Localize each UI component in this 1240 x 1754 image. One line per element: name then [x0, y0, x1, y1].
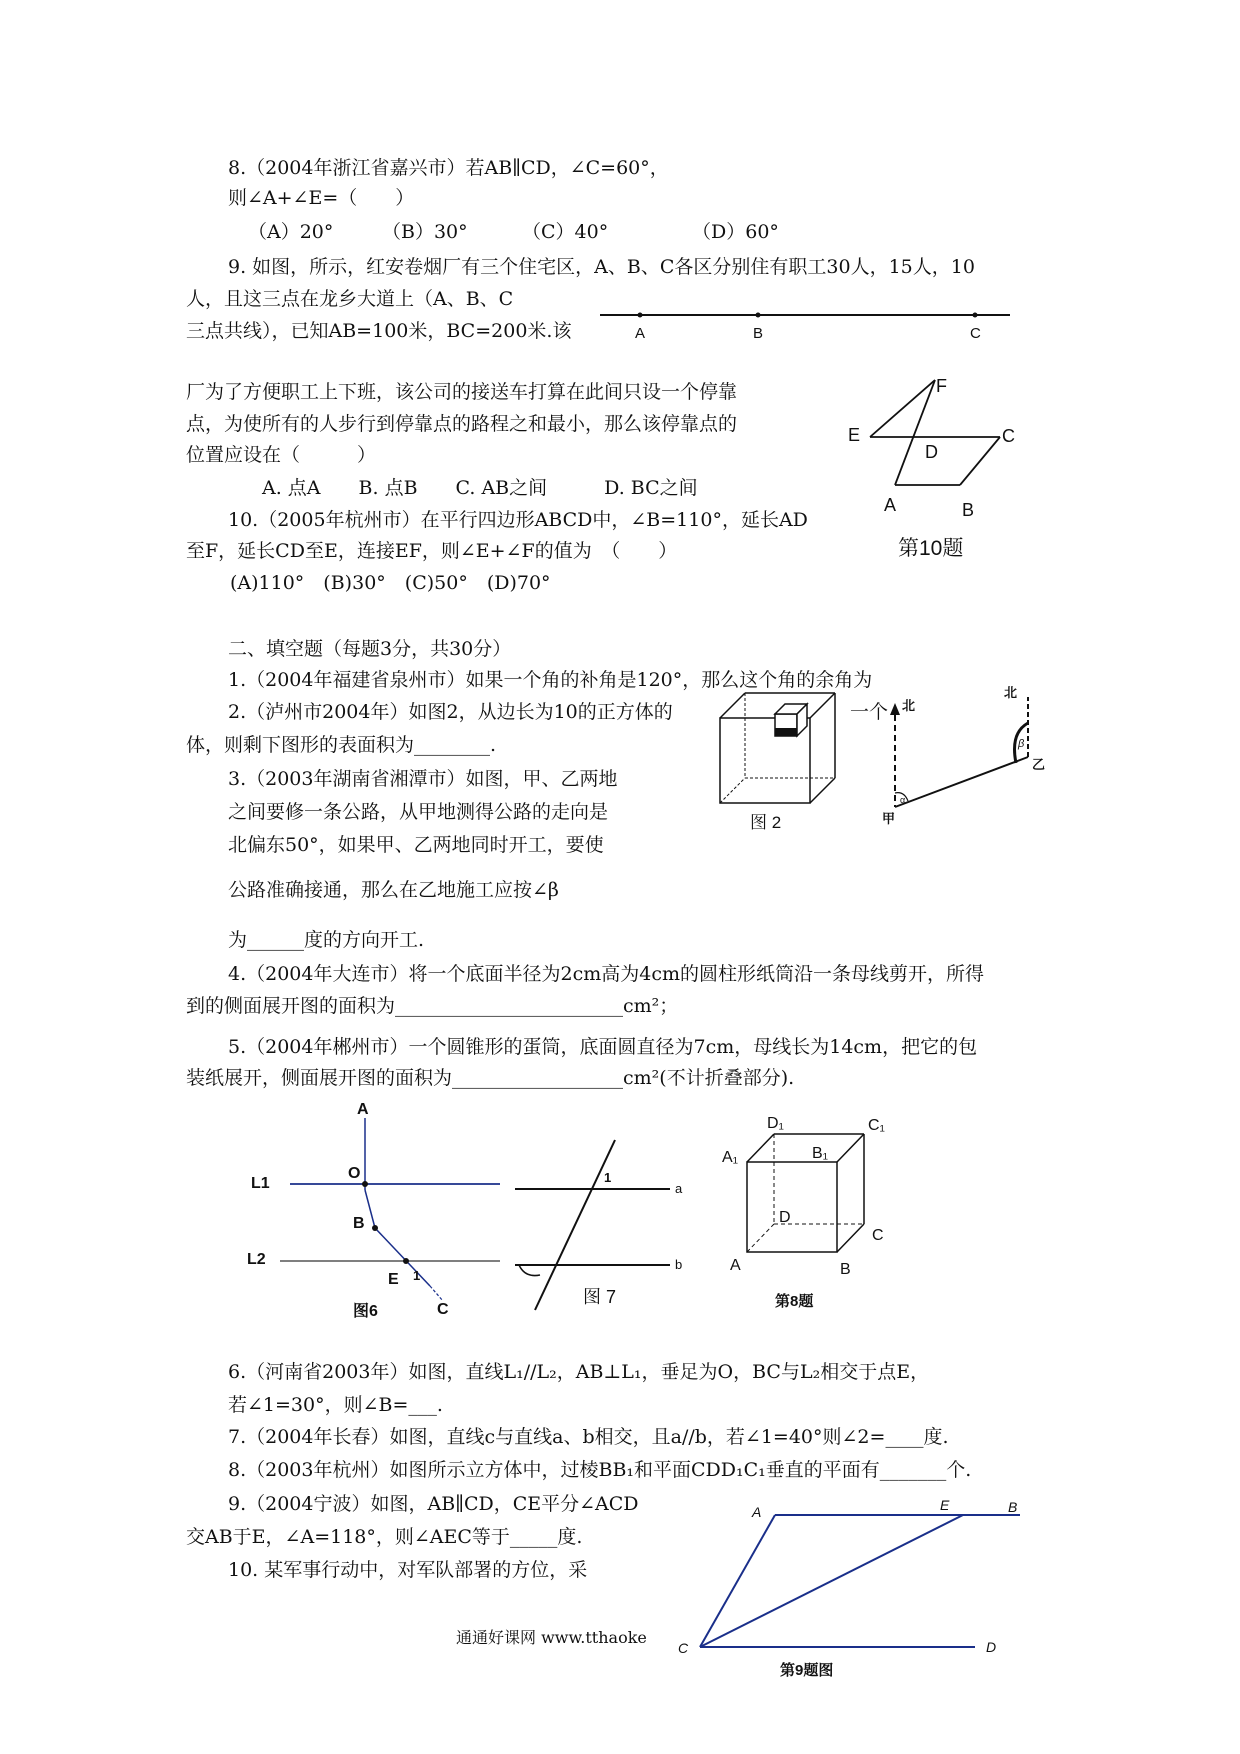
- q8-option-c: （C）40°: [522, 221, 609, 243]
- fig6-label-l2: L2: [247, 1251, 266, 1268]
- q10-options: (A)110° (B)30° (C)50° (D)70°: [230, 572, 551, 594]
- q9-line-figure: [595, 300, 1015, 350]
- q8-line2: 则∠A+∠E=（ ）: [228, 187, 415, 209]
- footer: 通通好课网 www.tthaoke: [456, 1628, 647, 1647]
- fig9-label-c: C: [678, 1640, 689, 1656]
- fig8-label-c1: C₁: [868, 1117, 885, 1134]
- fig8-label-d1: D₁: [767, 1115, 784, 1132]
- fig2-caption: 图 2: [750, 813, 782, 832]
- fig8-label-c: C: [872, 1227, 884, 1244]
- compass-label-alpha: α: [900, 795, 906, 805]
- q8-option-a: （A）20°: [248, 221, 334, 243]
- fig8-label-b1: B₁: [812, 1145, 829, 1162]
- fig6-label-1: 1: [413, 1268, 421, 1283]
- fill-q5-line1: 5.（2004年郴州市）一个圆锥形的蛋筒，底面圆直径为7cm，母线长为14cm，把它的包: [228, 1036, 978, 1058]
- fill-q3-line1: 3.（2003年湖南省湘潭市）如图，甲、乙两地: [228, 768, 618, 790]
- fig6-label-b: B: [353, 1215, 365, 1232]
- q10-label-b: B: [962, 500, 975, 520]
- fill-q3-line5: 为______度的方向开工.: [228, 929, 425, 951]
- fig6-label-o: O: [348, 1165, 361, 1182]
- fig6-caption: 图6: [353, 1303, 378, 1320]
- q10-caption: 第10题: [898, 537, 964, 560]
- fig8-label-a: A: [730, 1257, 741, 1274]
- fill-q10: 10. 某军事行动中，对军队部署的方位，采: [228, 1559, 588, 1581]
- q9-line6: 位置应设在（ ）: [186, 444, 377, 466]
- fill-q3-line4: 公路准确接通，那么在乙地施工应按∠β: [228, 879, 559, 901]
- fill-q1: 1.（2004年福建省泉州市）如果一个角的补角是120°，那么这个角的余角为: [228, 669, 873, 691]
- q9-line5: 点，为使所有的人步行到停靠点的路程之和最小，那么该停靠点的: [186, 413, 738, 435]
- compass-label-north-1: 北: [902, 698, 916, 713]
- fig6: [245, 1098, 510, 1323]
- fill-q5-line2: 装纸展开，侧面展开图的面积为__________________cm²(不计折叠部分).: [186, 1067, 795, 1089]
- fig8-caption: 第8题: [775, 1293, 814, 1310]
- q8-option-b: （B）30°: [382, 221, 468, 243]
- q9-line2: 人，且这三点在龙乡大道上（A、B、C: [186, 288, 514, 310]
- fig2-cube: [715, 688, 845, 833]
- fill-q2-line1-tail: 一个: [850, 701, 889, 723]
- fill-q6-line1: 6.（河南省2003年）如图，直线L₁//L₂，AB⊥L₁，垂足为O，BC与L₂相交于点E，: [228, 1361, 930, 1383]
- fill-q9-line1: 9.（2004宁波）如图，AB∥CD，CE平分∠ACD: [228, 1493, 639, 1515]
- fig8-label-b: B: [840, 1261, 851, 1278]
- fig7-label-a: a: [675, 1181, 683, 1196]
- fig7-caption: 图 7: [583, 1287, 617, 1307]
- fig6-label-a: A: [357, 1101, 369, 1118]
- fig9-label-b: B: [1008, 1499, 1018, 1515]
- fill-q4-line1: 4.（2004年大连市）将一个底面半径为2cm高为4cm的圆柱形纸筒沿一条母线剪开，所得: [228, 963, 984, 985]
- fig7: [515, 1130, 695, 1320]
- compass-label-north-2: 北: [1004, 685, 1018, 700]
- q9-label-b: B: [753, 325, 764, 342]
- fill-q6-line2: 若∠1=30°，则∠B=___.: [228, 1394, 443, 1416]
- compass-label-yi: 乙: [1032, 757, 1046, 772]
- fill-q2-line1: 2.（泸州市2004年）如图2，从边长为10的正方体的: [228, 701, 673, 723]
- q9-options: A. 点A B. 点B C. AB之间 D. BC之间: [262, 477, 698, 499]
- fill-q2-line2: 体，则剩下图形的表面积为________.: [186, 734, 497, 756]
- fig9-caption: 第9题图: [780, 1662, 834, 1679]
- q10-line2: 至F，延长CD至E，连接EF，则∠E+∠F的值为 （ ）: [186, 540, 678, 562]
- fig7-label-1: 1: [604, 1170, 612, 1185]
- compass-label-beta: β: [1018, 738, 1025, 750]
- fig6-label-l1: L1: [251, 1175, 270, 1192]
- fill-q7: 7.（2004年长春）如图，直线c与直线a、b相交，且a//b，若∠1=40°则∠2=____度.: [228, 1426, 949, 1448]
- fill-q8: 8.（2003年杭州）如图所示立方体中，过棱BB₁和平面CDD₁C₁垂直的平面有_______个.: [228, 1459, 972, 1481]
- compass-label-jia: 甲: [882, 811, 896, 826]
- fig7-label-b: b: [675, 1257, 683, 1272]
- q9-label-c: C: [970, 325, 981, 342]
- fig9-label-a: A: [752, 1504, 762, 1520]
- q10-label-c: C: [1002, 426, 1015, 446]
- fill-q3-line3: 北偏东50°，如果甲、乙两地同时开工，要使: [228, 834, 604, 856]
- q10-label-f: F: [936, 376, 947, 396]
- fig9-label-e: E: [940, 1497, 950, 1513]
- q10-line1: 10.（2005年杭州市）在平行四边形ABCD中，∠B=110°，延长AD: [228, 509, 808, 531]
- fig9: [670, 1495, 1030, 1685]
- q9-line3: 三点共线），已知AB=100米，BC=200米.该: [186, 320, 572, 342]
- q9-label-a: A: [635, 325, 646, 342]
- fill-q9-line2: 交AB于E，∠A=118°，则∠AEC等于_____度.: [186, 1526, 583, 1548]
- fig8-cube: [712, 1112, 897, 1317]
- fig9-label-d: D: [986, 1639, 997, 1655]
- q8-line1: 8.（2004年浙江省嘉兴市）若AB∥CD，∠C=60°，: [228, 157, 669, 179]
- q10-label-e: E: [848, 425, 861, 445]
- compass-figure: [860, 685, 1060, 825]
- q10-label-d: D: [925, 442, 938, 462]
- q8-option-d: （D）60°: [692, 221, 779, 243]
- fig6-label-c: C: [437, 1301, 449, 1318]
- q9-line4: 厂为了方便职工上下班，该公司的接送车打算在此间只设一个停靠: [186, 381, 738, 403]
- fill-q3-line2: 之间要修一条公路，从甲地测得公路的走向是: [228, 801, 609, 823]
- part2-heading: 二、填空题（每题3分，共30分）: [228, 638, 512, 660]
- q10-label-a: A: [884, 495, 897, 515]
- q9-line1: 9. 如图，所示，红安卷烟厂有三个住宅区，A、B、C各区分别住有职工30人，15人，10: [228, 256, 975, 278]
- fig8-label-a1: A₁: [722, 1149, 739, 1166]
- fig8-label-d: D: [779, 1209, 791, 1226]
- fig6-label-e: E: [388, 1271, 399, 1288]
- q10-figure: [840, 375, 1040, 565]
- fill-q4-line2: 到的侧面展开图的面积为________________________cm²；: [186, 995, 679, 1017]
